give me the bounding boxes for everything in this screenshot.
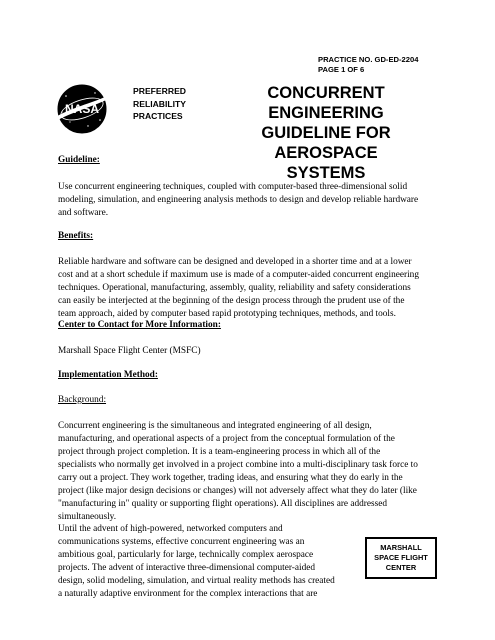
continued-text: Until the advent of high-powered, networked computers and communications systems, effective concurrent engineering was an ambitious goal, particularly for large, technically complex aerospace projects. The advent of interactive three-dimensional computer-aided design, solid modeling, simulation, and virtual reality methods has created a naturally adaptive environment for the complex interactions that are [58, 524, 335, 599]
preferred-practices-label: PREFERRED RELIABILITY PRACTICES [133, 86, 187, 121]
implementation-heading: Implementation Method: [58, 370, 158, 380]
guideline-heading: Guideline: [58, 155, 100, 165]
guideline-text: Use concurrent engineering techniques, coupled with computer-based three-dimensional solid modeling, simulation, and engineering analysis methods to design and develop reliable hardware and software. [58, 182, 419, 218]
background-text: Concurrent engineering is the simultaneous and integrated engineering of all design, manufacturing, and operational aspects of a project from the conceptual formulation of the project through project completion. It is a team-engineering process in which all of the specialists who normally get involved in a project combine into a multi-disciplinary task force to carry out a project. They work together, trading ideas, and ensuring what they do early in the project (like major design decisions or changes) will not adversely affect what they do later (like "manufacturing in" quality or supporting flight operations). All disciplines are addressed simultaneously. [58, 421, 418, 522]
page-title: CONCURRENT ENGINEERING GUIDELINE FOR AEROSPACE SYSTEMS [261, 84, 391, 182]
contact-heading: Center to Contact for More Information: [58, 320, 221, 330]
benefits-text: Reliable hardware and software can be designed and developed in a shorter time and at a lower cost and at a short schedule if maximum use is made of a computer-aided concurrent engineering techniques. Operational, manufacturing, assembly, quality, reliability and safety considerations can easily be interjected at the beginning of the design process through the prudent use of the team approach, aided by computer based rapid prototyping techniques, methods, and tools. [58, 257, 419, 319]
practice-number: PRACTICE NO. GD-ED-2204 PAGE 1 OF 6 [318, 55, 419, 74]
benefits-heading: Benefits: [58, 231, 94, 241]
contact-text: Marshall Space Flight Center (MSFC) [58, 346, 201, 356]
nasa-logo-icon [50, 82, 114, 136]
background-heading: Background: [58, 395, 107, 405]
svg-text:NASA: NASA [64, 102, 100, 116]
center-box: MARSHALL SPACE FLIGHT CENTER [365, 537, 437, 579]
